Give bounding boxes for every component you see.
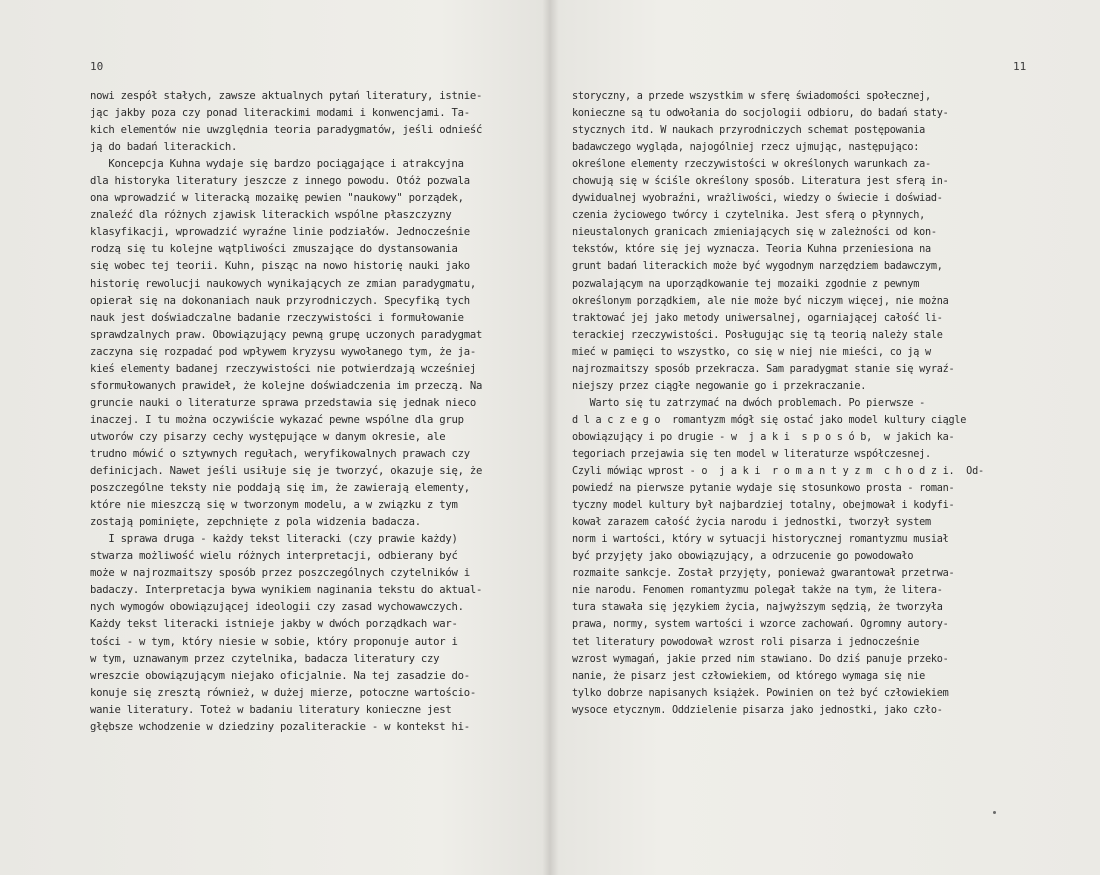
- text-line: nanie, że pisarz jest człowiekiem, od którego wymaga się nie: [572, 670, 926, 682]
- text-line: nauk jest doświadczalne badanie rzeczywistości i formułowanie: [90, 311, 464, 324]
- text-line: może w najrozmaitszy sposób przez poszczególnych czytelników i: [90, 567, 470, 580]
- text-line: opierał się na dokonaniach nauk przyrodniczych. Specyfiką tych: [90, 294, 470, 307]
- text-line: prawa, normy, system wartości i wzorce zachowań. Ogromny autory-: [572, 619, 949, 631]
- text-line: zostają pominięte, zepchnięte z pola widzenia badacza.: [90, 516, 421, 529]
- text-line: znaleźć dla różnych zjawisk literackich wspólne płaszczyzny: [90, 209, 452, 222]
- text-line: jąc jakby poza czy ponad literackimi modami i konwencjami. Ta-: [90, 107, 470, 120]
- text-line: dywidualnej wyobraźni, wrażliwości, wiedzy o świecie i doświad-: [572, 193, 943, 205]
- text-line: tet literatury powodował wzrost roli pisarza i jednocześnie: [572, 636, 920, 648]
- text-line: trudno mówić o sztywnych regułach, weryfikowalnych prawach czy: [90, 447, 470, 460]
- text-line: ją do badań literackich.: [90, 141, 238, 154]
- text-line: tekstów, które się jej wyznacza. Teoria Kuhna przeniesiona na: [572, 244, 931, 256]
- text-line: badawczego wygląda, najogólniej rzecz ujmując, następująco:: [572, 142, 920, 154]
- text-line: wanie literatury. Toteż w badaniu literatury konieczne jest: [90, 703, 452, 716]
- text-line: ona wprowadzić w literacką mozaikę pewien "naukowy" porządek,: [90, 192, 464, 205]
- text-line: w tym, uznawanym przez czytelnika, badacza literatury czy: [90, 652, 440, 665]
- text-line: nie narodu. Fenomen romantyzmu polegał także na tym, że litera-: [572, 585, 943, 597]
- page-number: 10: [90, 60, 104, 73]
- text-line: kich elementów nie uwzględnia teoria paradygmatów, jeśli odnieść: [90, 124, 483, 137]
- text-line: określone elementy rzeczywistości w określonych warunkach za-: [572, 159, 931, 171]
- text-line: kował zarazem całość życia narodu i jednostki, tworzył system: [572, 517, 931, 529]
- text-line: czenia życiowego twórcy i czytelnika. Jest sferą o płynnych,: [572, 210, 926, 222]
- body-text: [90, 88, 530, 736]
- body-text: [572, 88, 992, 719]
- text-line: grunt badań literackich może być wygodnym narzędziem badawczym,: [572, 261, 943, 273]
- ink-speck: [993, 811, 996, 814]
- text-line: Każdy tekst literacki istnieje jakby w dwóch porządkach war-: [90, 618, 458, 631]
- text-line: wreszcie obowiązującym niejako oficjalnie. Na tej zasadzie do-: [90, 669, 470, 682]
- text-line: stycznych itd. W naukach przyrodniczych schemat postępowania: [572, 125, 926, 137]
- text-line: pozwalającym na uporządkowanie tej mozaiki zgodnie z pewnym: [572, 278, 920, 290]
- text-line: terackiej rzeczywistości. Posługując się tą teorią należy stale: [572, 329, 943, 341]
- text-line: Czyli mówiąc wprost - o j a k i r o m a n t y z m c h o d z i. Od-: [572, 466, 984, 478]
- text-line: zaczyna się rozpadać pod wpływem kryzysu wywołanego tym, że ja-: [90, 345, 477, 358]
- text-line: sprawdzalnych praw. Obowiązujący pewną grupę uczonych paradygmat: [90, 328, 483, 341]
- text-line: powiedź na pierwsze pytanie wydaje się stosunkowo prosta - roman-: [572, 483, 955, 495]
- text-line: tylko dobrze napisanych książek. Powinien on też być człowiekiem: [572, 687, 949, 699]
- text-line: nowi zespół stałych, zawsze aktualnych pytań literatury, istnie-: [90, 90, 483, 102]
- text-line: klasyfikacji, wprowadzić wyraźne linie podziałów. Jednocześnie: [90, 226, 470, 239]
- text-line: rodzą się tu kolejne wątpliwości zmuszające do dystansowania: [90, 243, 458, 256]
- text-line: mieć w pamięci to wszystko, co się w niej nie mieści, co ją w: [572, 346, 931, 358]
- text-line: chowują się w ściśle określony sposób. Literatura jest sferą in-: [572, 176, 949, 188]
- text-line: historię rewolucji naukowych wynikających ze zmian paradygmatu,: [90, 277, 477, 290]
- text-line: traktować jej jako metody uniwersalnej, ogarniającej całość li-: [572, 312, 943, 324]
- text-line: niejszy przez ciągłe negowanie go i przekraczanie.: [572, 380, 867, 392]
- text-line: tegoriach przejawia się ten model w literaturze współczesnej.: [572, 448, 931, 460]
- text-line: obowiązujący i po drugie - w j a k i s p o s ó b, w jakich ka-: [572, 431, 955, 443]
- page-number: 11: [1013, 60, 1027, 73]
- text-line: się wobec tej teorii. Kuhn, pisząc na nowo historię nauki jako: [90, 260, 470, 273]
- text-line: norm i wartości, który w sytuacji historycznej romantyzmu musiał: [572, 534, 949, 546]
- text-line: wzrost wymagań, jakie przed nim stawiano. Do dziś panuje przeko-: [572, 653, 949, 665]
- text-line: sformułowanych prawideł, że kolejne doświadczenia im przeczą. Na: [90, 379, 483, 392]
- text-line: poszczególne teksty nie poddają się im, że zawierają elementy,: [90, 482, 470, 495]
- text-line: Koncepcja Kuhna wydaje się bardzo pociągające i atrakcyjna: [90, 158, 464, 171]
- text-line: gruncie nauki o literaturze sprawa przedstawia się jednak nieco: [90, 396, 477, 409]
- text-line: tyczny model kultury był najbardziej totalny, obejmował i kodyfi-: [572, 500, 955, 512]
- text-line: definicjach. Nawet jeśli usiłuje się je tworzyć, okazuje się, że: [90, 465, 483, 478]
- right-page: [550, 0, 1100, 875]
- text-line: utworów czy pisarzy cechy występujące w danym okresie, ale: [90, 430, 446, 443]
- text-line: wysoce etycznym. Oddzielenie pisarza jako jednostki, jako czło-: [572, 704, 943, 716]
- text-line: nych wymogów obowiązującej ideologii czy zasad wychowawczych.: [90, 601, 464, 614]
- text-line: Warto się tu zatrzymać na dwóch problemach. Po pierwsze -: [572, 397, 926, 409]
- text-line: konuje się zresztą również, w dużej mierze, potoczne wartościo-: [90, 686, 477, 699]
- text-line: być przyjęty jako obowiązujący, a odrzucenie go powodowało: [572, 551, 914, 563]
- text-line: tości - w tym, który niesie w sobie, który proponuje autor i: [90, 635, 458, 648]
- text-line: badaczy. Interpretacja bywa wynikiem naginania tekstu do aktual-: [90, 584, 483, 597]
- text-line: które nie mieszczą się w tworzonym modelu, a w związku z tym: [90, 499, 458, 512]
- text-line: storyczny, a przede wszystkim w sferę świadomości społecznej,: [572, 91, 931, 102]
- text-line: tura stawała się językiem życia, najwyższym sędzią, że tworzyła: [572, 602, 943, 614]
- text-line: I sprawa druga - każdy tekst literacki (czy prawie każdy): [90, 533, 458, 546]
- text-line: nieustalonych granicach zmieniających się w zależności od kon-: [572, 227, 937, 239]
- text-line: stwarza możliwość wielu różnych interpretacji, odbierany być: [90, 550, 458, 563]
- text-line: najrozmaitszy sposób przekracza. Sam paradygmat stanie się wyraź-: [572, 363, 955, 375]
- text-line: d l a c z e g o romantyzm mógł się ostać jako model kultury ciągle: [572, 414, 967, 426]
- text-line: inaczej. I tu można oczywiście wykazać pewne wspólne dla grup: [90, 413, 464, 426]
- text-line: dla historyka literatury jeszcze z innego powodu. Otóż pozwala: [90, 175, 470, 188]
- text-line: rozmaite sankcje. Został przyjęty, ponieważ gwarantował przetrwa-: [572, 568, 955, 580]
- text-line: określonym porządkiem, ale nie może być niczym więcej, nie można: [572, 295, 949, 307]
- text-line: konieczne są tu odwołania do socjologii odbioru, do badań staty-: [572, 108, 949, 120]
- text-line: kieś elementy badanej rzeczywistości nie potwierdzają wcześniej: [90, 362, 477, 375]
- text-line: głębsze wchodzenie w dziedziny pozaliterackie - w kontekst hi-: [90, 720, 470, 733]
